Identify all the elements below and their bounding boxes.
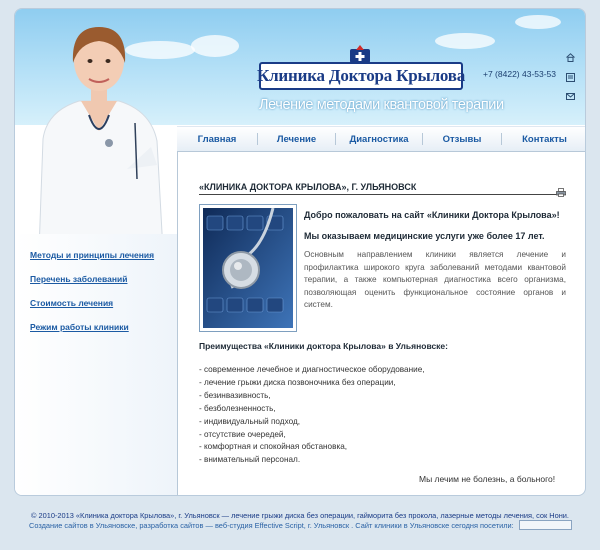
welcome-heading: Добро пожаловать на сайт «Клиники Доктора Крылова»! xyxy=(304,210,560,220)
stethoscope-photo xyxy=(199,204,297,332)
list-item: - лечение грыжи диска позвоночника без операции, xyxy=(199,377,396,387)
cloud-decoration xyxy=(191,35,239,57)
sidebar xyxy=(15,234,177,496)
list-item: - внимательный персонал. xyxy=(199,455,301,465)
logo-text: Клиника Доктора Крылова xyxy=(256,66,466,85)
list-item: - комфортная и спокойная обстановка, xyxy=(199,442,348,452)
nav-item-contacts[interactable]: Контакты xyxy=(522,133,567,145)
nav-item-treatment[interactable]: Лечение xyxy=(276,133,317,145)
list-item: - отсутствие очередей, xyxy=(199,429,286,439)
visitor-counter[interactable] xyxy=(519,520,572,530)
sidebar-item-prices[interactable]: Стоимость лечения xyxy=(30,298,114,308)
main-nav xyxy=(177,126,586,152)
experience-heading: Мы оказываем медицинские услуги уже более 17 лет. xyxy=(304,231,545,241)
list-item: - индивидуальный подход, xyxy=(199,416,301,426)
home-icon[interactable] xyxy=(566,49,575,58)
advantages-list xyxy=(199,364,425,467)
logo[interactable] xyxy=(256,62,466,90)
title-divider xyxy=(199,194,566,195)
sidebar-item-schedule[interactable]: Режим работы клиники xyxy=(30,322,129,332)
nav-item-home[interactable]: Главная xyxy=(197,133,237,145)
sidebar-item-methods[interactable]: Методы и принципы лечения xyxy=(30,250,155,260)
slogan: Лечение методами квантовой терапии xyxy=(259,97,504,113)
sidebar-item-diseases[interactable]: Перечень заболеваний xyxy=(30,274,128,284)
phone-number: +7 (8422) 43-53-53 xyxy=(483,69,557,79)
page-frame xyxy=(14,8,586,496)
mail-icon[interactable] xyxy=(566,88,575,97)
closing-slogan: Мы лечим не болезнь, а больного! xyxy=(419,474,556,484)
cloud-decoration xyxy=(435,33,495,49)
page-title: «КЛИНИКА ДОКТОРА КРЫЛОВА», Г. УЛЬЯНОВСК xyxy=(199,182,417,192)
print-icon[interactable] xyxy=(556,184,566,193)
nav-item-diagnostics[interactable]: Диагностика xyxy=(349,133,409,145)
list-item: - безболезненность, xyxy=(199,403,276,413)
doctor-photo xyxy=(29,19,169,251)
footer-credits: Создание сайтов в Ульяновске, разработка сайтов — веб-студия Effective Script, г. Ульяновск . Сайт клиники в Ульяновске сегодня посетили: xyxy=(29,521,514,530)
list-item: - современное лечебное и диагностическое оборудование, xyxy=(199,365,425,374)
advantages-heading: Преимущества «Клиники доктора Крылова» в Ульяновске: xyxy=(199,341,448,351)
footer-copyright: © 2010-2013 «Клиника доктора Крылова», г. Ульяновск — лечение грыжи диска без операции, гайморита без прокола, лазерные методы лечения, сок Нони. xyxy=(31,511,569,520)
sitemap-icon[interactable] xyxy=(566,69,575,78)
intro-paragraph: Основным направлением клиники является лечение и профилактика широкого круга заболеваний методами квантовой терапии, а также компьютерная диагностика всего организма, позволяющая оценить функциональное состояние органов и систем. xyxy=(304,250,566,310)
cloud-decoration xyxy=(515,15,561,29)
main-content xyxy=(177,152,586,496)
nav-item-reviews[interactable]: Отзывы xyxy=(442,133,482,145)
list-item: - безинвазивность, xyxy=(199,390,271,400)
